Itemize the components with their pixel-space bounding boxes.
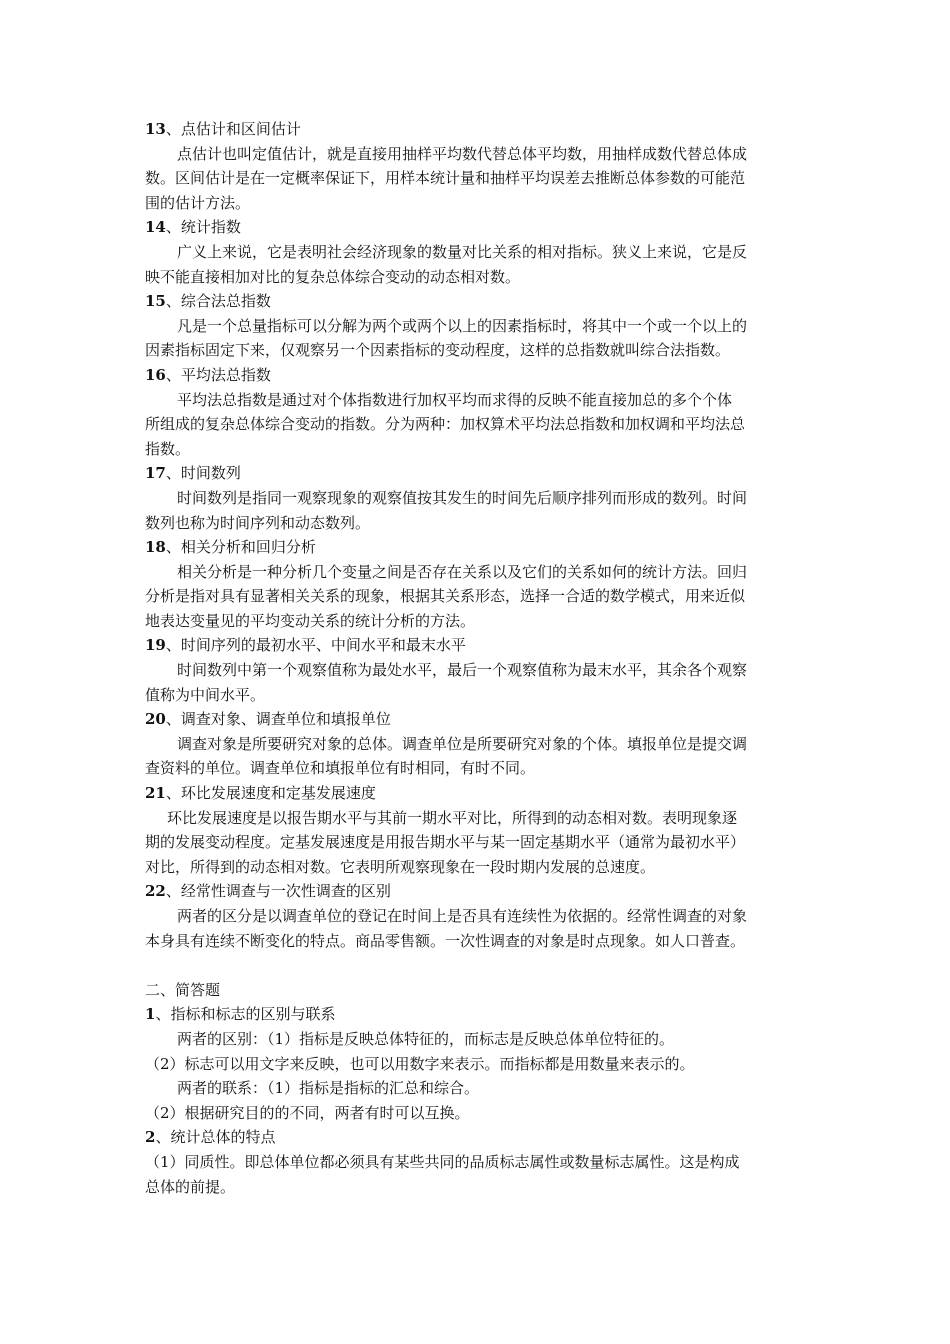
answer-line: 两者的联系：（1）指标是指标的汇总和综合。 — [177, 1079, 480, 1098]
section-number: 22 — [145, 882, 166, 901]
paragraph-line: 环比发展速度是以报告期水平与其前一期水平对比，所得到的动态相对数。表明现象逐 — [167, 808, 738, 827]
section-number: 17 — [145, 464, 166, 483]
section-number: 21 — [145, 784, 166, 803]
section-title: 经常性调查与一次性调查的区别 — [180, 882, 391, 901]
paragraph-line: 映不能直接相加对比的复杂总体综合变动的动态相对数。 — [145, 267, 521, 286]
section-title: 平均法总指数 — [180, 365, 271, 384]
answer-line: （1）同质性。即总体单位都必须具有某些共同的品质标志属性或数量标志属性。这是构成 — [145, 1152, 740, 1171]
section-heading: 13、点估计和区间估计 — [145, 120, 301, 138]
section-title: 调查对象、调查单位和填报单位 — [180, 710, 391, 729]
question-number: 1 — [145, 1005, 156, 1024]
section-title: 点估计和区间估计 — [180, 120, 301, 138]
section-number: 19 — [145, 636, 166, 655]
paragraph-line: 平均法总指数是通过对个体指数进行加权平均而求得的反映不能直接加总的多个个体 — [177, 390, 733, 409]
section-number: 20 — [145, 710, 166, 729]
question-title: 指标和标志的区别与联系 — [170, 1005, 336, 1024]
section-title: 时间数列 — [180, 464, 241, 483]
paragraph-line: 对比，所得到的动态相对数。它表明所观察现象在一段时期内发展的总速度。 — [145, 857, 656, 876]
section-title: 综合法总指数 — [180, 292, 271, 311]
paragraph-line: 查资料的单位。调查单位和填报单位有时相同，有时不同。 — [145, 759, 536, 778]
section-heading: 20、调查对象、调查单位和填报单位 — [145, 710, 391, 729]
section-number: 13 — [145, 120, 166, 138]
paragraph-line: 因素指标固定下来，仅观察另一个因素指标的变动程度，这样的总指数就叫综合法指数。 — [145, 341, 731, 360]
answer-line: 总体的前提。 — [145, 1177, 236, 1196]
section-heading: 15、综合法总指数 — [145, 292, 271, 311]
section-heading: 16、平均法总指数 — [145, 365, 271, 384]
paragraph-line: 指数。 — [145, 439, 191, 458]
paragraph-line: 期的发展变动程度。定基发展速度是用报告期水平与某一固定基期水平（通常为最初水平） — [145, 833, 746, 852]
section-heading: 21、环比发展速度和定基发展速度 — [145, 784, 376, 803]
section-heading: 19、时间序列的最初水平、中间水平和最末水平 — [145, 636, 466, 655]
answer-line: （2）标志可以用文字来反映，也可以用数字来表示。而指标都是用数量来表示的。 — [145, 1054, 695, 1073]
part-heading: 二、简答题 — [145, 980, 221, 999]
section-title: 时间序列的最初水平、中间水平和最末水平 — [180, 636, 466, 655]
paragraph-line: 围的估计方法。 — [145, 193, 251, 212]
answer-line: （2）根据研究目的的不同，两者有时可以互换。 — [145, 1103, 470, 1122]
paragraph-line: 本身具有连续不断变化的特点。商品零售额。一次性调查的对象是时点现象。如人口普查。 — [145, 931, 746, 950]
paragraph-line: 调查对象是所要研究对象的总体。调查单位是所要研究对象的个体。填报单位是提交调 — [177, 734, 748, 753]
section-number: 16 — [145, 365, 166, 384]
paragraph-line: 时间数列中第一个观察值称为最处水平，最后一个观察值称为最末水平，其余各个观察 — [177, 661, 748, 680]
question-heading: 2、统计总体的特点 — [145, 1128, 276, 1147]
paragraph-line: 凡是一个总量指标可以分解为两个或两个以上的因素指标时，将其中一个或一个以上的 — [177, 316, 748, 335]
section-number: 14 — [145, 218, 166, 237]
section-heading: 22、经常性调查与一次性调查的区别 — [145, 882, 391, 901]
section-heading: 18、相关分析和回归分析 — [145, 538, 316, 557]
paragraph-line: 地表达变量见的平均变动关系的统计分析的方法。 — [145, 611, 476, 630]
section-heading: 17、时间数列 — [145, 464, 241, 483]
paragraph-line: 广义上来说，它是表明社会经济现象的数量对比关系的相对指标。狭义上来说，它是反 — [177, 242, 748, 261]
section-number: 18 — [145, 538, 166, 557]
question-number: 2 — [145, 1128, 156, 1147]
question-heading: 1、指标和标志的区别与联系 — [145, 1005, 336, 1024]
section-title: 统计指数 — [180, 218, 241, 237]
document-body — [145, 117, 810, 1199]
answer-line: 两者的区别：（1）指标是反映总体特征的，而标志是反映总体单位特征的。 — [177, 1029, 675, 1048]
section-number: 15 — [145, 292, 166, 311]
paragraph-line: 两者的区分是以调查单位的登记在时间上是否具有连续性为依据的。经常性调查的对象 — [177, 907, 748, 925]
paragraph-line: 值称为中间水平。 — [145, 685, 266, 704]
paragraph-line: 所组成的复杂总体综合变动的指数。分为两种：加权算术平均法总指数和加权调和平均法总 — [145, 415, 746, 434]
paragraph-line: 数。区间估计是在一定概率保证下，用样本统计量和抽样平均误差去推断总体参数的可能范 — [145, 169, 746, 188]
section-heading: 14、统计指数 — [145, 218, 241, 237]
question-title: 统计总体的特点 — [170, 1128, 276, 1147]
paragraph-line: 分析是指对具有显著相关关系的现象，根据其关系形态，选择一合适的数学模式，用来近似 — [145, 587, 746, 606]
paragraph-line: 数列也称为时间序列和动态数列。 — [145, 513, 371, 532]
section-title: 相关分析和回归分析 — [180, 538, 316, 557]
blank-line — [145, 953, 810, 978]
paragraph-line: 时间数列是指同一观察现象的观察值按其发生的时间先后顺序排列而形成的数列。时间 — [177, 488, 748, 507]
paragraph-line: 相关分析是一种分析几个变量之间是否存在关系以及它们的关系如何的统计方法。回归 — [177, 562, 748, 581]
paragraph-line: 点估计也叫定值估计，就是直接用抽样平均数代替总体平均数，用抽样成数代替总体成 — [177, 144, 748, 163]
section-title: 环比发展速度和定基发展速度 — [180, 784, 376, 803]
